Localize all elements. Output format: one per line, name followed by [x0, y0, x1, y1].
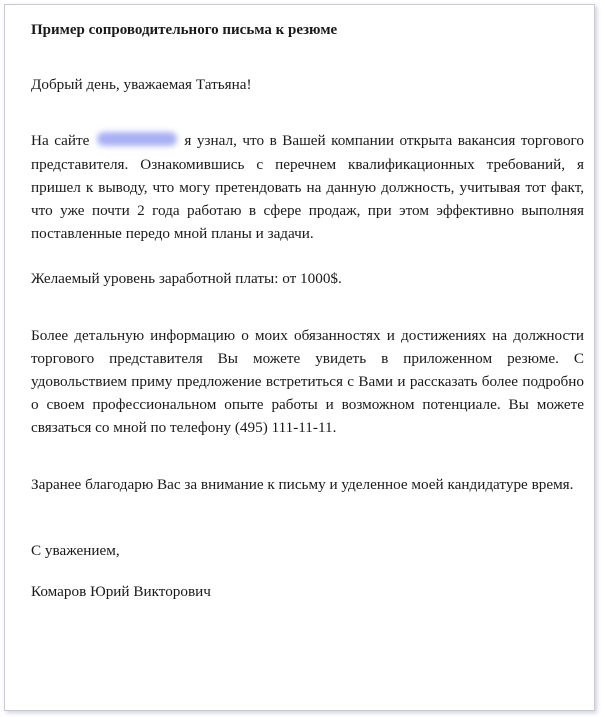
document-page	[4, 4, 595, 711]
paragraph-thanks: Заранее благодарю Вас за внимание к письму и уделенное моей кандидатуре время.	[31, 475, 574, 493]
cover-letter	[31, 19, 584, 603]
signature-name: Комаров Юрий Викторович	[31, 583, 211, 601]
greeting: Добрый день, уважаемая Татьяна!	[31, 76, 252, 94]
closing-phrase: С уважением,	[31, 541, 120, 559]
paragraph-vacancy	[31, 129, 584, 245]
blurred-website-link	[97, 132, 177, 146]
paragraph-vacancy-prefix: На сайте	[31, 132, 90, 150]
letter-title: Пример сопроводительного письма к резюме	[31, 22, 338, 38]
paragraph-details: Более детальную информацию о моих обязанностях и достижениях на должности торгового представителя Вы можете увидеть в приложенном резюме. С удовольствием приму предложение встретиться с Вами и рассказать более подробно о своем профессиональном опыте работы и возможном потенциале. Вы можете связаться со мной по телефону (495) 111-11-11.	[31, 326, 584, 437]
paragraph-salary: Желаемый уровень заработной платы: от 1000$.	[31, 270, 342, 288]
paragraph-vacancy-text: я узнал, что в Вашей компании открыта вакансия торгового представителя. Ознакомившись с перечнем квалификационных требований, я пришел к выводу, что могу претендовать на данную должность, учитывая тот факт, что уже почти 2 года работаю в сфере продаж, при этом эффективно выполняя поставленные передо мной планы и задачи.	[31, 132, 584, 243]
